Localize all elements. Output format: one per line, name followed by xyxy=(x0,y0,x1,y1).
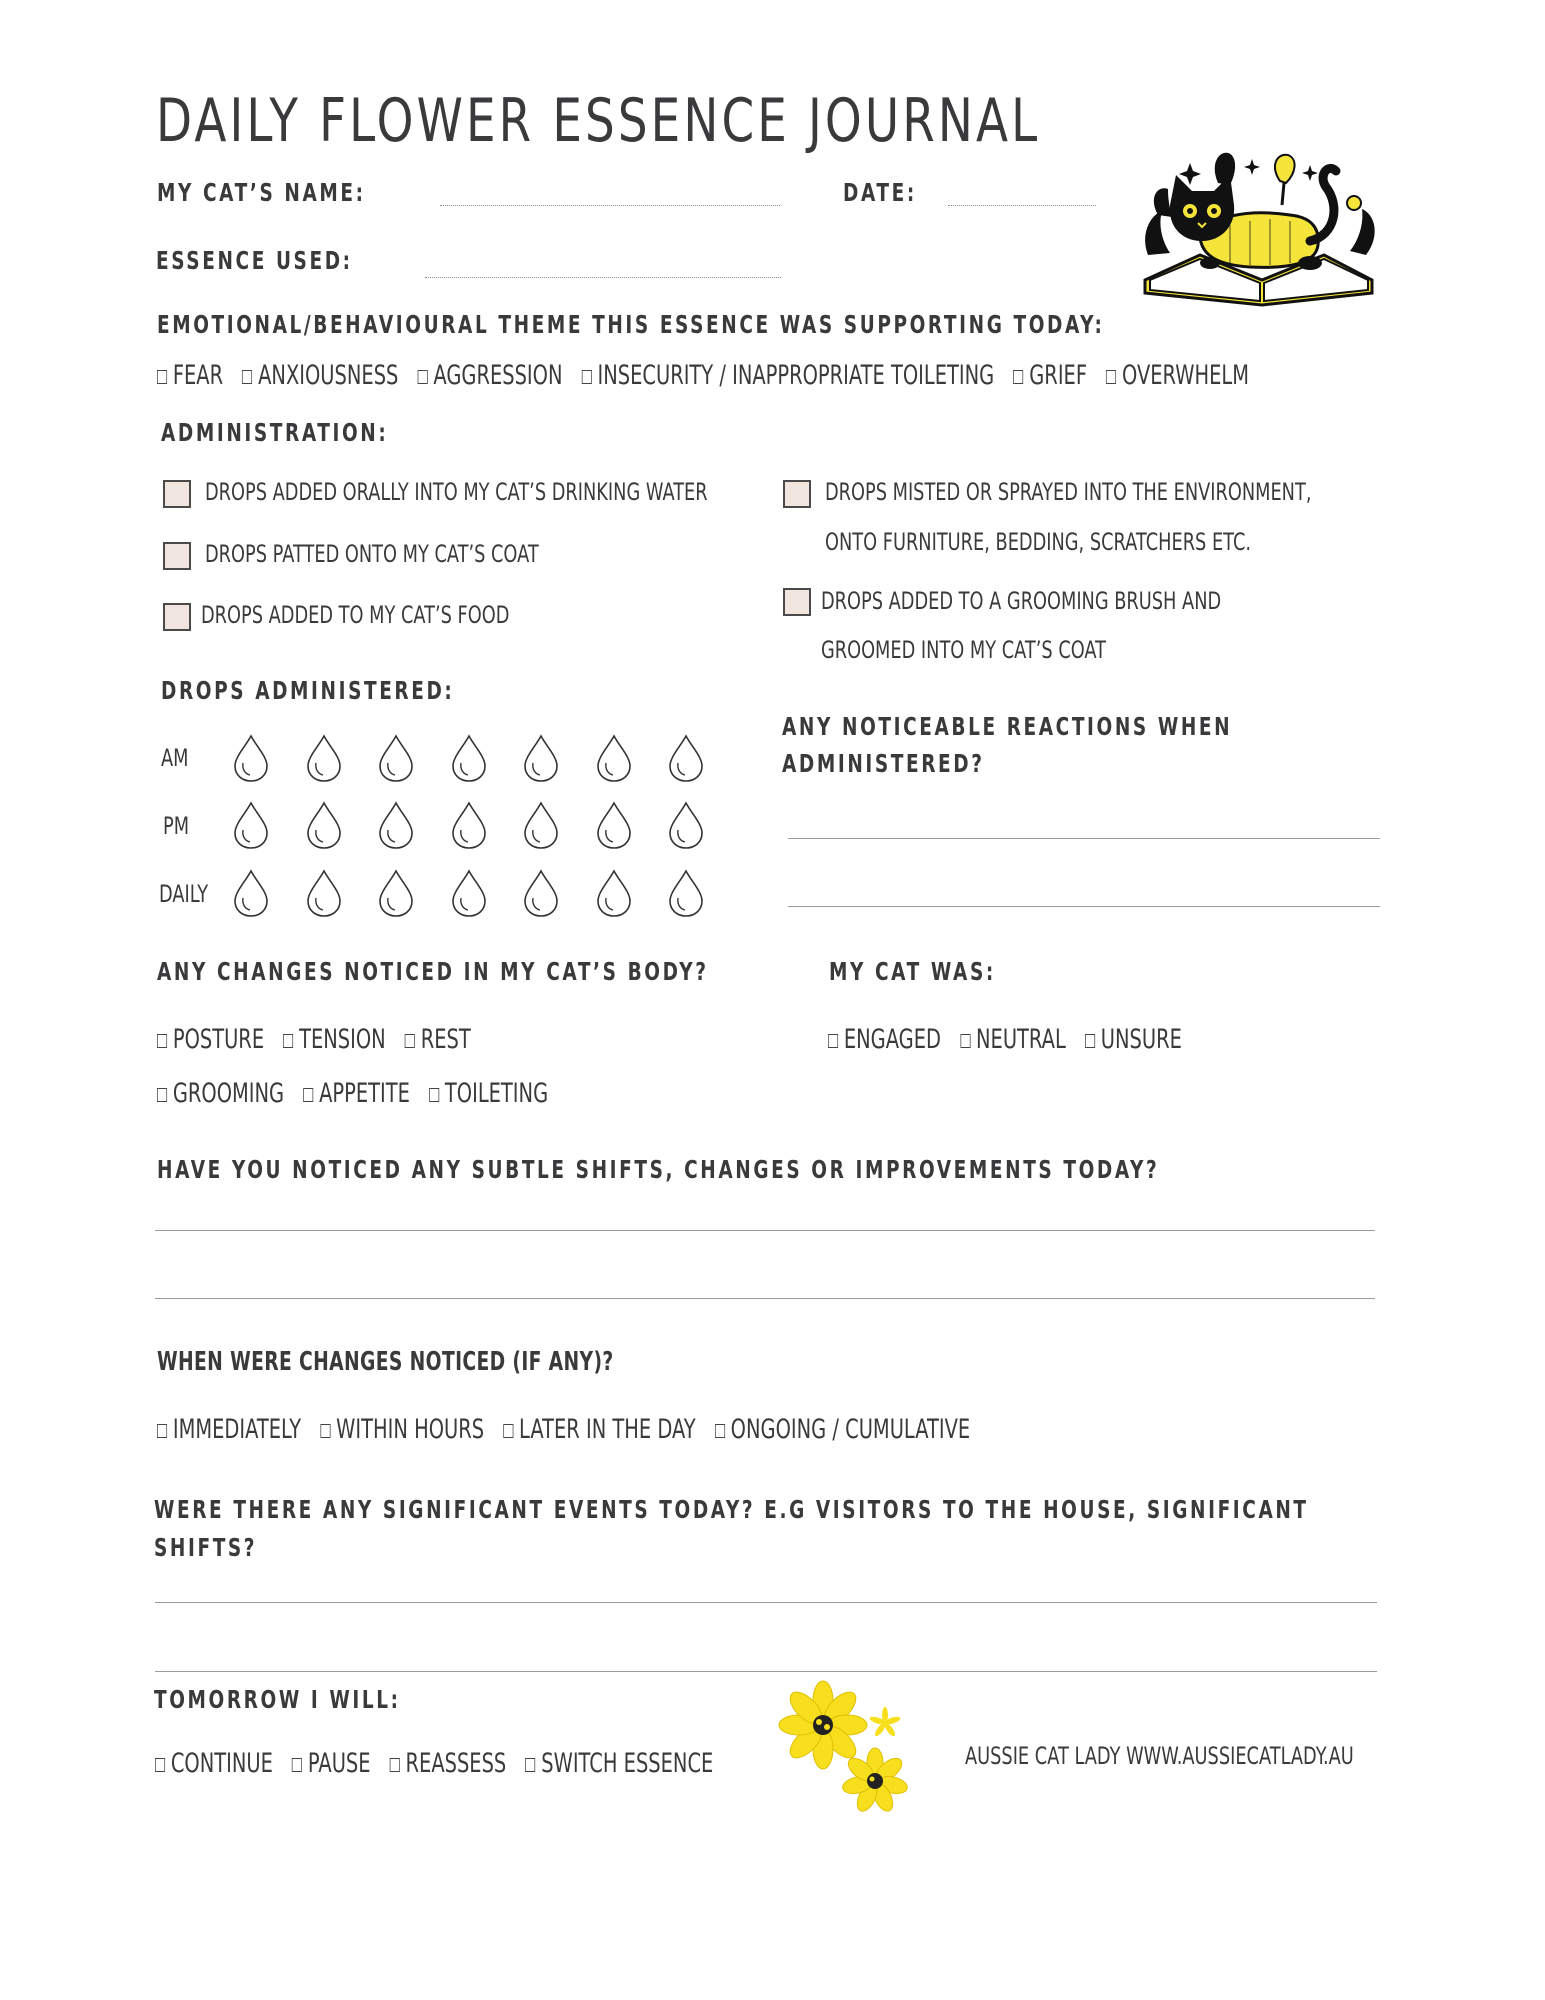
drop-pm-1[interactable] xyxy=(231,800,271,850)
drop-pm-4[interactable] xyxy=(449,800,489,850)
when-ongoing[interactable]: ONGOING / CUMULATIVE xyxy=(715,1414,970,1445)
essence-used-label: ESSENCE USED: xyxy=(156,246,353,275)
when-within-hours[interactable]: WITHIN HOURS xyxy=(320,1414,484,1445)
checkbox[interactable] xyxy=(292,1758,302,1772)
checkbox[interactable] xyxy=(157,1088,167,1102)
reactions-heading-2: ADMINISTERED? xyxy=(782,749,985,778)
body-option-tension[interactable]: TENSION xyxy=(283,1024,385,1055)
tomorrow-continue[interactable]: CONTINUE xyxy=(155,1748,273,1779)
tomorrow-heading: TOMORROW I WILL: xyxy=(154,1685,401,1714)
body-option-appetite[interactable]: APPETITE xyxy=(303,1078,410,1109)
checkbox[interactable] xyxy=(1085,1034,1095,1048)
checkbox[interactable] xyxy=(283,1034,293,1048)
drop-pm-6[interactable] xyxy=(594,800,634,850)
theme-options xyxy=(157,360,1262,391)
admin-food-label: DROPS ADDED TO MY CAT’S FOOD xyxy=(201,601,510,629)
checkbox[interactable] xyxy=(242,370,252,384)
when-immediately[interactable]: IMMEDIATELY xyxy=(157,1414,301,1445)
checkbox[interactable] xyxy=(418,370,428,384)
administration-heading: ADMINISTRATION: xyxy=(161,418,389,447)
date-label: DATE: xyxy=(843,178,917,207)
theme-option-fear[interactable]: FEAR xyxy=(157,360,223,391)
theme-option-anxiousness[interactable]: ANXIOUSNESS xyxy=(242,360,398,391)
when-later-in-day[interactable]: LATER IN THE DAY xyxy=(503,1414,695,1445)
drop-daily-3[interactable] xyxy=(376,868,416,918)
page-title: DAILY FLOWER ESSENCE JOURNAL xyxy=(156,86,1041,156)
cat-name-field[interactable] xyxy=(440,205,780,206)
when-heading: WHEN WERE CHANGES NOTICED (IF ANY)? xyxy=(157,1347,614,1377)
when-options xyxy=(157,1414,983,1445)
drop-daily-5[interactable] xyxy=(521,868,561,918)
checkbox[interactable] xyxy=(1013,370,1023,384)
body-changes-heading: ANY CHANGES NOTICED IN MY CAT’S BODY? xyxy=(157,957,709,986)
cat-was-neutral[interactable]: NEUTRAL xyxy=(960,1024,1066,1055)
checkbox[interactable] xyxy=(157,1034,167,1048)
body-option-toileting[interactable]: TOILETING xyxy=(429,1078,548,1109)
theme-option-insecurity[interactable]: INSECURITY / INAPPROPRIATE TOILETING xyxy=(582,360,995,391)
events-line-1[interactable] xyxy=(155,1602,1377,1603)
drop-pm-5[interactable] xyxy=(521,800,561,850)
drops-heading: DROPS ADMINISTERED: xyxy=(161,676,455,705)
events-heading-1: WERE THERE ANY SIGNIFICANT EVENTS TODAY? E.G VISITORS TO THE HOUSE, SIGNIFICANT xyxy=(154,1495,1309,1524)
drop-daily-1[interactable] xyxy=(231,868,271,918)
reactions-line-2[interactable] xyxy=(788,906,1380,907)
admin-drinking-water-label: DROPS ADDED ORALLY INTO MY CAT’S DRINKING WATER xyxy=(205,478,708,506)
tomorrow-switch-essence[interactable]: SWITCH ESSENCE xyxy=(525,1748,713,1779)
drop-pm-2[interactable] xyxy=(304,800,344,850)
drops-row-label-am: AM xyxy=(161,744,189,772)
checkbox[interactable] xyxy=(429,1088,439,1102)
cat-was-engaged[interactable]: ENGAGED xyxy=(828,1024,941,1055)
checkbox[interactable] xyxy=(320,1424,330,1438)
admin-environment-label-1: DROPS MISTED OR SPRAYED INTO THE ENVIRONMENT, xyxy=(825,478,1312,506)
body-changes-row-2 xyxy=(157,1078,561,1109)
admin-environment-label-2: ONTO FURNITURE, BEDDING, SCRATCHERS ETC. xyxy=(825,528,1252,556)
date-field[interactable] xyxy=(948,205,1096,206)
admin-food-checkbox[interactable] xyxy=(163,603,191,631)
tomorrow-reassess[interactable]: REASSESS xyxy=(390,1748,507,1779)
cat-was-unsure[interactable]: UNSURE xyxy=(1085,1024,1182,1055)
theme-option-overwhelm[interactable]: OVERWHELM xyxy=(1106,360,1249,391)
drop-pm-7[interactable] xyxy=(666,800,706,850)
drop-am-2[interactable] xyxy=(304,733,344,783)
drop-am-3[interactable] xyxy=(376,733,416,783)
essence-used-field[interactable] xyxy=(425,277,781,278)
drop-am-4[interactable] xyxy=(449,733,489,783)
shifts-heading: HAVE YOU NOTICED ANY SUBTLE SHIFTS, CHANGES OR IMPROVEMENTS TODAY? xyxy=(157,1155,1160,1184)
drop-daily-2[interactable] xyxy=(304,868,344,918)
drops-row-label-pm: PM xyxy=(163,812,190,840)
footer-credit: AUSSIE CAT LADY WWW.AUSSIECATLADY.AU xyxy=(965,1742,1354,1770)
shifts-line-1[interactable] xyxy=(155,1230,1375,1231)
tomorrow-options xyxy=(155,1748,726,1779)
admin-coat-label: DROPS PATTED ONTO MY CAT’S COAT xyxy=(205,540,539,568)
cat-was-heading: MY CAT WAS: xyxy=(829,957,996,986)
drop-am-7[interactable] xyxy=(666,733,706,783)
drop-daily-6[interactable] xyxy=(594,868,634,918)
body-option-grooming[interactable]: GROOMING xyxy=(157,1078,284,1109)
theme-heading: EMOTIONAL/BEHAVIOURAL THEME THIS ESSENCE WAS SUPPORTING TODAY: xyxy=(157,310,1105,339)
cat-on-book-illustration xyxy=(1140,145,1385,315)
drop-pm-3[interactable] xyxy=(376,800,416,850)
checkbox[interactable] xyxy=(155,1758,165,1772)
checkbox[interactable] xyxy=(1106,370,1116,384)
drops-row-label-daily: DAILY xyxy=(159,880,209,908)
checkbox[interactable] xyxy=(390,1758,400,1772)
reactions-heading-1: ANY NOTICEABLE REACTIONS WHEN xyxy=(782,712,1233,741)
checkbox[interactable] xyxy=(525,1758,535,1772)
body-changes-row-1 xyxy=(157,1024,484,1055)
admin-grooming-brush-label-1: DROPS ADDED TO A GROOMING BRUSH AND xyxy=(821,587,1222,615)
cat-was-options xyxy=(828,1024,1195,1055)
events-heading-2: SHIFTS? xyxy=(154,1533,258,1562)
body-option-rest[interactable]: REST xyxy=(405,1024,471,1055)
events-line-2[interactable] xyxy=(155,1671,1377,1672)
admin-drinking-water-checkbox[interactable] xyxy=(163,480,191,508)
body-option-posture[interactable]: POSTURE xyxy=(157,1024,264,1055)
admin-grooming-brush-checkbox[interactable] xyxy=(783,588,811,616)
shifts-line-2[interactable] xyxy=(155,1298,1375,1299)
admin-environment-checkbox[interactable] xyxy=(783,480,811,508)
drop-am-1[interactable] xyxy=(231,733,271,783)
reactions-line-1[interactable] xyxy=(788,838,1380,839)
drop-daily-4[interactable] xyxy=(449,868,489,918)
checkbox[interactable] xyxy=(303,1088,313,1102)
checkbox[interactable] xyxy=(828,1034,838,1048)
checkbox[interactable] xyxy=(157,370,167,384)
checkbox[interactable] xyxy=(582,370,592,384)
checkbox[interactable] xyxy=(715,1424,725,1438)
admin-coat-checkbox[interactable] xyxy=(163,542,191,570)
checkbox[interactable] xyxy=(157,1424,167,1438)
theme-option-aggression[interactable]: AGGRESSION xyxy=(418,360,563,391)
checkbox[interactable] xyxy=(405,1034,415,1048)
admin-grooming-brush-label-2: GROOMED INTO MY CAT’S COAT xyxy=(821,636,1107,664)
drop-daily-7[interactable] xyxy=(666,868,706,918)
theme-option-grief[interactable]: GRIEF xyxy=(1013,360,1087,391)
checkbox[interactable] xyxy=(503,1424,513,1438)
drop-am-6[interactable] xyxy=(594,733,634,783)
checkbox[interactable] xyxy=(960,1034,970,1048)
yellow-flowers-illustration xyxy=(775,1675,915,1825)
drop-am-5[interactable] xyxy=(521,733,561,783)
cat-name-label: MY CAT’S NAME: xyxy=(157,178,366,207)
tomorrow-pause[interactable]: PAUSE xyxy=(292,1748,370,1779)
